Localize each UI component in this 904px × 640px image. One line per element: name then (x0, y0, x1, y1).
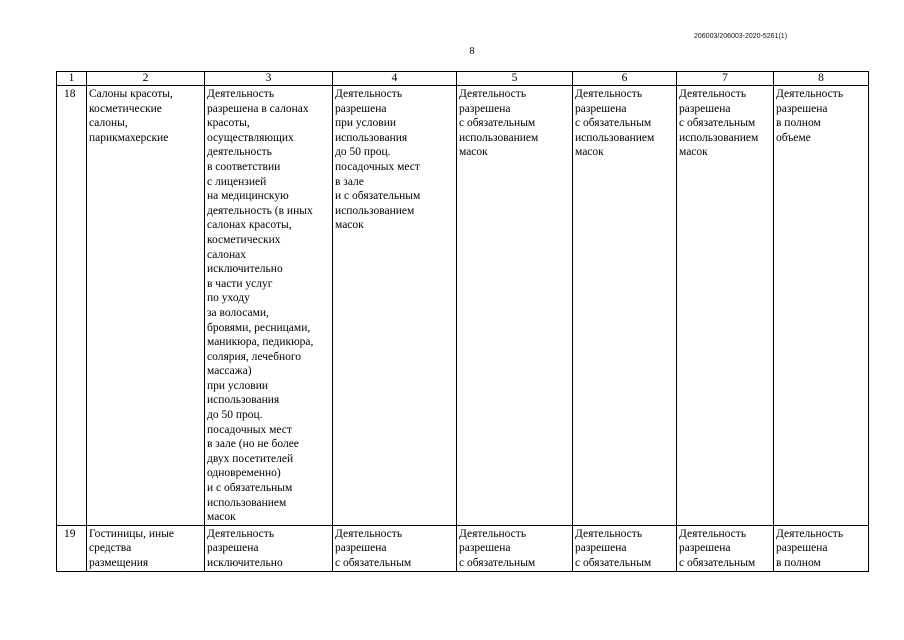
column-header-5: 5 (457, 72, 573, 86)
column-header-2: 2 (87, 72, 205, 86)
stage-cell: Деятельность разрешена с обязательным использованием масок (457, 86, 573, 526)
stage-cell: Деятельность разрешена в полном объеме (774, 86, 869, 526)
stage-cell: Деятельность разрешена исключительно (205, 525, 333, 571)
activity-name-cell: Гостиницы, иные средства размещения (87, 525, 205, 571)
document-id: 206003/206003-2020-5261(1) (694, 33, 788, 40)
stage-cell: Деятельность разрешена с обязательным (573, 525, 677, 571)
stage-cell: Деятельность разрешена с обязательным использованием масок (677, 86, 774, 526)
stage-cell: Деятельность разрешена с обязательным (457, 525, 573, 571)
table-row (57, 525, 869, 571)
activity-name-cell: Салоны красоты, косметические салоны, парикмахерские (87, 86, 205, 526)
column-header-6: 6 (573, 72, 677, 86)
stage-cell: Деятельность разрешена в салонах красоты, осуществляющих деятельность в соответствии с лицензией на медицинскую деятельность (в иных салонах красоты, косметических салонах исключительно в части услуг по уходу за волосами, бровями, ресницами, маникюра, педикюра, солярия, лечебного массажа) при условии использования до 50 проц. посадочных мест в зале (но не более двух посетителей одновременно) и с обязательным использованием масок (205, 86, 333, 526)
stage-cell: Деятельность разрешена с обязательным использованием масок (573, 86, 677, 526)
column-number-row (57, 72, 869, 86)
table-row (57, 86, 869, 526)
stage-cell: Деятельность разрешена с обязательным (677, 525, 774, 571)
row-number: 18 (57, 86, 87, 526)
column-header-3: 3 (205, 72, 333, 86)
stage-cell: Деятельность разрешена в полном (774, 525, 869, 571)
column-header-1: 1 (57, 72, 87, 86)
column-header-4: 4 (333, 72, 457, 86)
row-number: 19 (57, 525, 87, 571)
page-number: 8 (469, 46, 475, 57)
column-header-8: 8 (774, 72, 869, 86)
restrictions-table (56, 71, 869, 572)
column-header-7: 7 (677, 72, 774, 86)
stage-cell: Деятельность разрешена с обязательным (333, 525, 457, 571)
stage-cell: Деятельность разрешена при условии использования до 50 проц. посадочных мест в зале и с обязательным использованием масок (333, 86, 457, 526)
